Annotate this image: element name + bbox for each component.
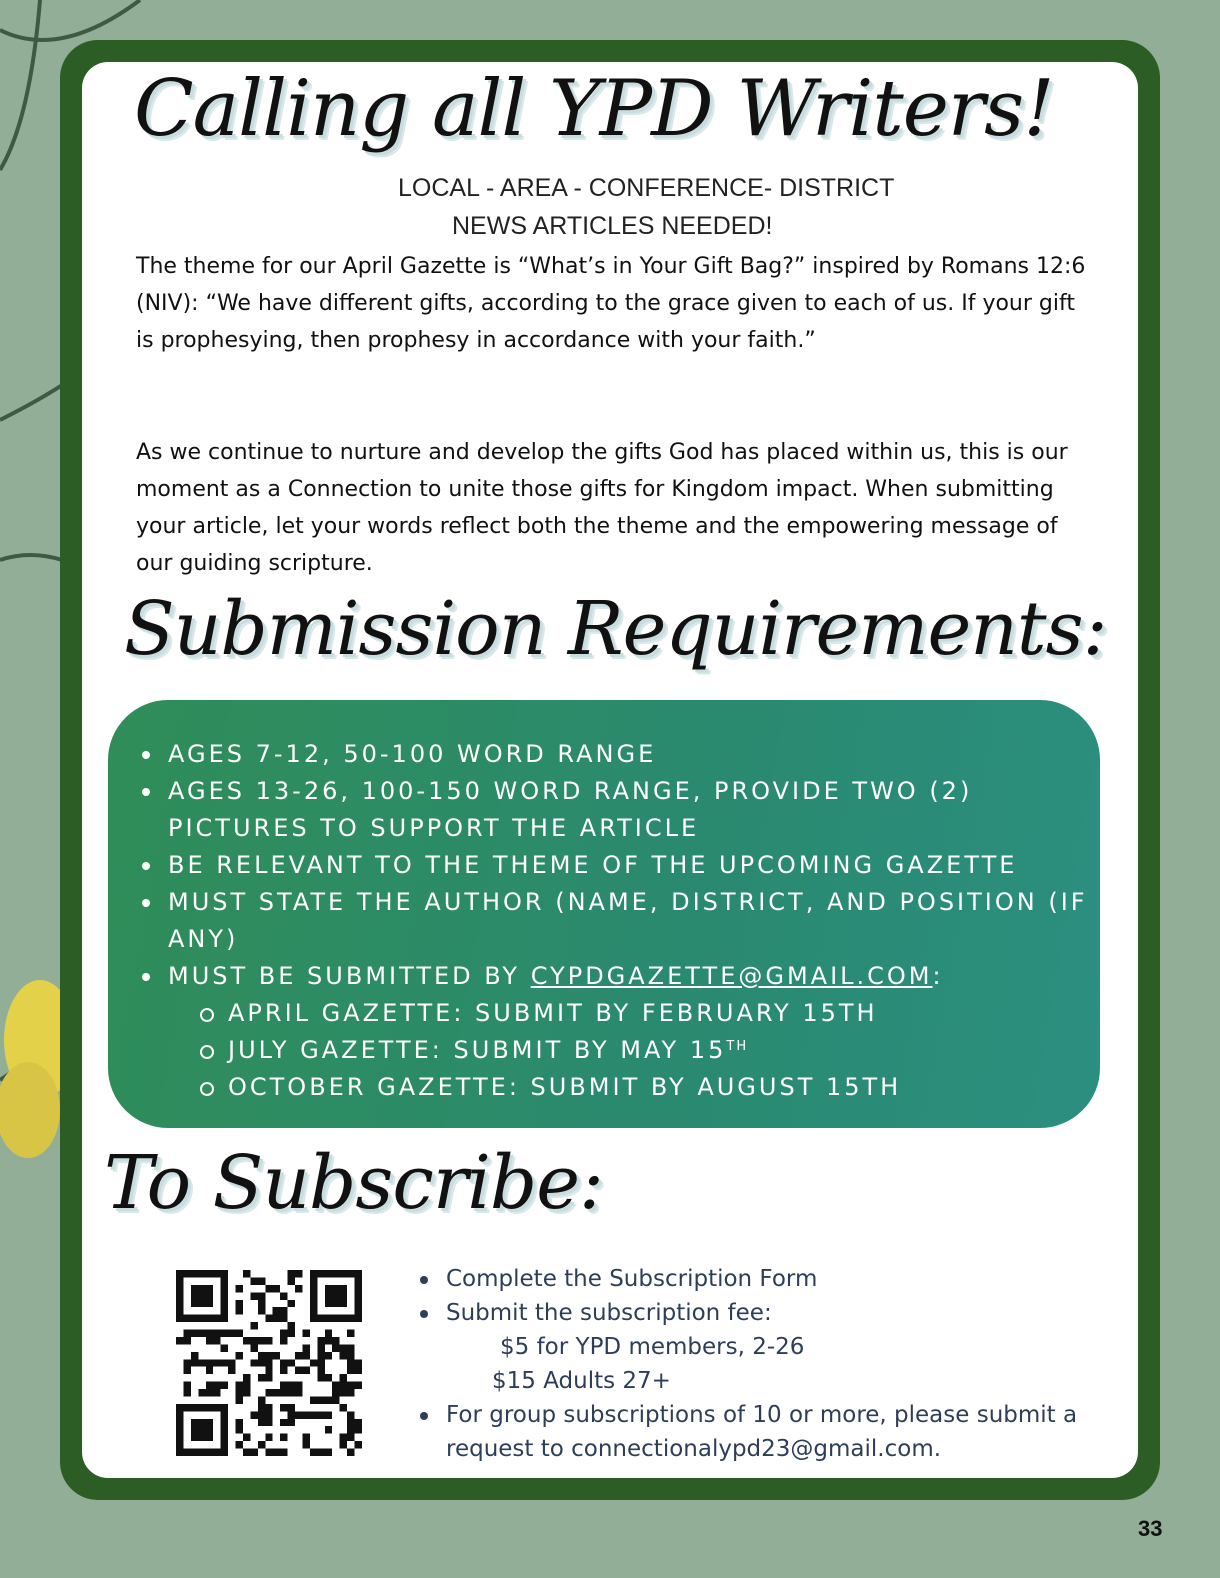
fee-adults: $15 Adults 27+ bbox=[492, 1368, 671, 1394]
deadline-item-october: OCTOBER GAZETTE: SUBMIT BY AUGUST 15TH bbox=[138, 1069, 1088, 1106]
submission-email-link[interactable]: CYPDGAZETTE@GMAIL.COM bbox=[530, 962, 933, 990]
articles-needed-line: NEWS ARTICLES NEEDED! bbox=[452, 212, 773, 240]
subscribe-step-form: Complete the Subscription Form bbox=[418, 1262, 1118, 1296]
requirement-item: AGES 7-12, 50-100 WORD RANGE bbox=[138, 736, 1088, 773]
submission-suffix: : bbox=[932, 962, 944, 990]
requirement-item-submission bbox=[138, 958, 1088, 995]
requirement-item: BE RELEVANT TO THE THEME OF THE UPCOMING GAZETTE bbox=[138, 847, 1088, 884]
deadline-july-superscript: TH bbox=[726, 1039, 749, 1054]
subscribe-heading: To Subscribe: bbox=[104, 1140, 603, 1226]
deadline-item-april: APRIL GAZETTE: SUBMIT BY FEBRUARY 15TH bbox=[138, 995, 1088, 1032]
requirement-item: MUST STATE THE AUTHOR (NAME, DISTRICT, AND POSITION (IF ANY) bbox=[138, 884, 1088, 958]
qr-code-icon[interactable] bbox=[176, 1270, 362, 1456]
subscribe-step-group: For group subscriptions of 10 or more, please submit a request to connectionalypd23@gmail.com. bbox=[418, 1398, 1118, 1466]
mission-paragraph: As we continue to nurture and develop the gifts God has placed within us, this is our moment as a Connection to unite those gifts for Kingdom impact. When submitting your article, let your words reflect both the theme and the empowering message of our guiding scripture. bbox=[136, 440, 1068, 576]
submission-prefix: MUST BE SUBMITTED BY bbox=[168, 962, 531, 990]
deadline-item-july bbox=[138, 1032, 1088, 1069]
page-number: 33 bbox=[1138, 1516, 1163, 1541]
page-title: Calling all YPD Writers! bbox=[134, 64, 1054, 154]
subscribe-step-fee: Submit the subscription fee: bbox=[418, 1296, 1118, 1330]
requirement-item: AGES 13-26, 100-150 WORD RANGE, PROVIDE TWO (2) PICTURES TO SUPPORT THE ARTICLE bbox=[138, 773, 1088, 847]
submission-requirements-heading: Submission Requirements: bbox=[124, 586, 1107, 672]
scope-line: LOCAL - AREA - CONFERENCE- DISTRICT bbox=[398, 174, 895, 202]
deadline-july-text: JULY GAZETTE: SUBMIT BY MAY 15 bbox=[228, 1036, 727, 1064]
requirements-list bbox=[138, 736, 1088, 1106]
subscribe-list bbox=[418, 1262, 1118, 1466]
fee-members: $5 for YPD members, 2-26 bbox=[500, 1334, 805, 1360]
theme-paragraph: The theme for our April Gazette is “What’s in Your Gift Bag?” inspired by Romans 12:6 (NIV): “We have different gifts, according to the grace given to each of us. If your gift is prophesying, then prophesy in accordance with your faith.” bbox=[136, 254, 1086, 353]
